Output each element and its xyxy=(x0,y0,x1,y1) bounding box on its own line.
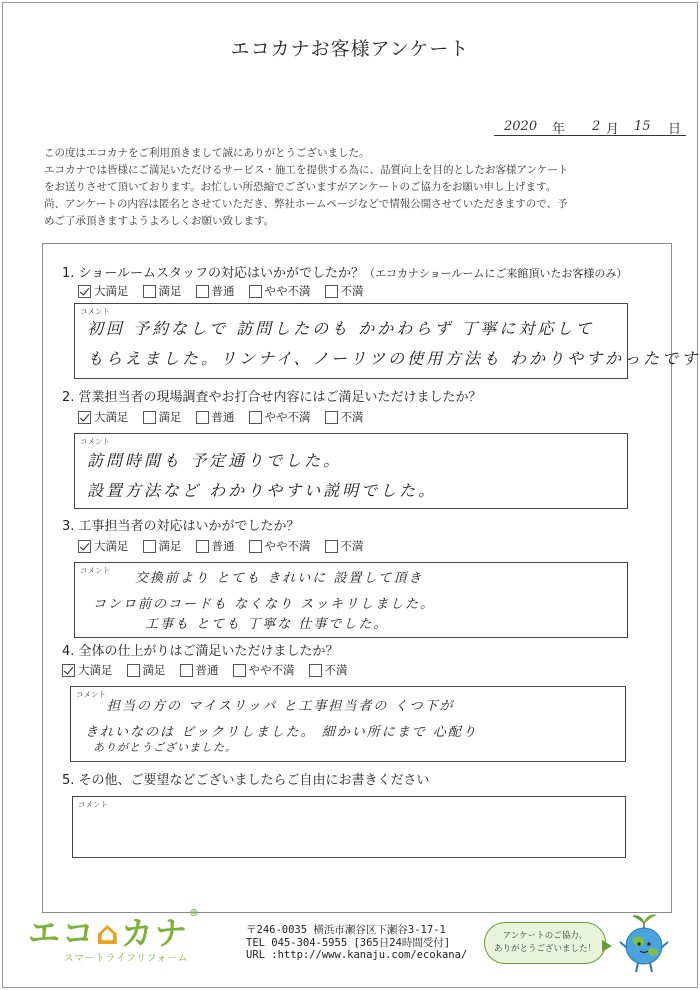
comment-label: コメント xyxy=(80,437,110,446)
option-dissatisfied[interactable] xyxy=(325,409,364,425)
option-label: 普通 xyxy=(211,284,235,298)
question-3 xyxy=(62,515,300,534)
option-very-satisfied[interactable] xyxy=(62,662,113,678)
contact-info xyxy=(246,924,467,962)
question-1-options xyxy=(78,283,378,299)
option-label: やや不満 xyxy=(264,284,311,298)
option-label: 満足 xyxy=(142,663,166,677)
checkbox[interactable] xyxy=(143,540,156,553)
option-label: 普通 xyxy=(211,539,235,553)
date-underline xyxy=(494,135,686,136)
bubble-line: アンケートのご協力、 xyxy=(502,931,588,941)
checkbox-checked[interactable] xyxy=(62,664,75,677)
comment-label: コメント xyxy=(78,800,108,809)
logo-subtitle: スマートライフリフォーム xyxy=(64,953,189,964)
option-label: 普通 xyxy=(211,410,235,424)
intro-line: この度はエコカナをご利用頂きまして誠にありがとうございました。 xyxy=(44,147,370,159)
date-line xyxy=(494,118,684,136)
checkbox-checked[interactable] xyxy=(78,285,91,298)
intro-line: エコカナでは皆様にご満足いただけるサービス・施工を提供する為に、品質向上を目的としたお客様アンケート xyxy=(44,164,569,176)
option-label: 大満足 xyxy=(78,663,113,677)
checkbox[interactable] xyxy=(249,285,262,298)
question-4-options xyxy=(62,662,362,678)
telephone: TEL 045-304-5955 [365日24時間受付] xyxy=(246,936,451,949)
intro-line: めご了承頂きますようよろしくお願い致します。 xyxy=(44,215,275,227)
option-neutral[interactable] xyxy=(196,538,235,554)
option-label: 大満足 xyxy=(94,410,129,424)
intro-line: 尚、アンケートの内容は匿名とさせていただき、弊社ホームページなどで情報公開させていただきますので、予 xyxy=(44,198,568,210)
handwritten-line: 交換前より とても きれいに 設置して頂き xyxy=(135,571,424,586)
comment-label: コメント xyxy=(80,307,110,316)
option-very-satisfied[interactable] xyxy=(78,283,129,299)
ecokana-logo xyxy=(28,908,228,952)
question-1-text: 1. ショールームスタッフの対応はいかがでしたか？ xyxy=(62,266,365,281)
option-label: 満足 xyxy=(158,410,182,424)
option-label: 不満 xyxy=(340,539,364,553)
question-2-comment-box[interactable] xyxy=(74,433,628,509)
address: 〒246-0035 横浜市瀬谷区下瀬谷3-17-1 xyxy=(246,924,446,936)
option-label: 大満足 xyxy=(94,284,129,298)
speech-bubble-tail xyxy=(602,940,612,952)
handwritten-line: 担当の方の マイスリッパ と工事担当者の くつ下が xyxy=(107,699,455,714)
date-month: 2 xyxy=(592,119,601,134)
website-url[interactable]: URL :http://www.kanaju.com/ecokana/ xyxy=(246,949,468,961)
bubble-line: ありがとうございました！ xyxy=(493,944,596,954)
handwritten-line: ありがとうございました。 xyxy=(93,741,237,754)
checkbox[interactable] xyxy=(143,285,156,298)
checkbox[interactable] xyxy=(196,540,209,553)
option-neutral[interactable] xyxy=(180,662,219,678)
option-satisfied[interactable] xyxy=(143,283,182,299)
option-very-satisfied[interactable] xyxy=(78,538,129,554)
option-label: 不満 xyxy=(324,663,348,677)
handwritten-line: もらえました。リンナイ、ノーリツの使用方法も わかりやすかったです xyxy=(87,349,700,368)
checkbox[interactable] xyxy=(196,411,209,424)
question-4 xyxy=(62,640,339,659)
handwritten-line: 初回 予約なしで 訪問したのも かかわらず 丁寧に対応して xyxy=(87,319,595,338)
option-dissatisfied[interactable] xyxy=(325,538,364,554)
question-5 xyxy=(62,769,430,788)
date-day-label: 日 xyxy=(668,122,682,137)
question-2 xyxy=(62,386,482,405)
handwritten-line: 訪問時間も 予定通りでした。 xyxy=(87,451,343,470)
checkbox[interactable] xyxy=(325,285,338,298)
comment-label: コメント xyxy=(80,566,110,575)
document-title: エコカナお客様アンケート xyxy=(230,38,470,60)
checkbox-checked[interactable] xyxy=(78,411,91,424)
question-4-comment-box[interactable] xyxy=(70,686,626,762)
handwritten-line: コンロ前のコードも なくなり スッキリしました。 xyxy=(93,597,436,612)
checkbox[interactable] xyxy=(325,411,338,424)
option-neutral[interactable] xyxy=(196,409,235,425)
handwritten-line: 設置方法など わかりやすい説明でした。 xyxy=(87,481,438,500)
question-5-comment-box[interactable] xyxy=(72,796,626,858)
option-label: やや不満 xyxy=(264,410,311,424)
date-year: 2020 xyxy=(504,119,538,134)
option-label: 不満 xyxy=(340,284,364,298)
checkbox[interactable] xyxy=(196,285,209,298)
question-5-text: 5. その他、ご要望などございましたらご自由にお書きください xyxy=(62,773,430,788)
option-satisfied[interactable] xyxy=(143,409,182,425)
option-satisfied[interactable] xyxy=(143,538,182,554)
option-satisfied[interactable] xyxy=(127,662,166,678)
thanks-speech-bubble xyxy=(484,922,606,964)
option-somewhat-dissatisfied[interactable] xyxy=(249,538,311,554)
question-3-options xyxy=(78,538,378,554)
checkbox[interactable] xyxy=(249,540,262,553)
handwritten-line: 工事も とても 丁寧な 仕事でした。 xyxy=(145,617,389,632)
checkbox[interactable] xyxy=(233,664,246,677)
option-dissatisfied[interactable] xyxy=(309,662,348,678)
logo-text-right: カナ xyxy=(120,914,189,952)
date-month-label: 月 xyxy=(606,122,620,137)
question-3-comment-box[interactable] xyxy=(74,562,628,638)
option-label: 普通 xyxy=(195,663,219,677)
option-neutral[interactable] xyxy=(196,283,235,299)
question-3-text: 3. 工事担当者の対応はいかがでしたか？ xyxy=(62,519,300,534)
checkbox-checked[interactable] xyxy=(78,540,91,553)
checkbox[interactable] xyxy=(309,664,322,677)
question-1-note: （エコカナショールームにご来館頂いたお客様のみ） xyxy=(364,267,628,280)
comment-label: コメント xyxy=(76,690,106,699)
checkbox[interactable] xyxy=(127,664,140,677)
handwritten-line: きれいなのは ビックリしました。 細かい所にまで 心配り xyxy=(85,725,478,740)
question-2-text: 2. 営業担当者の現場調査やお打合せ内容にはご満足いただけましたか？ xyxy=(62,390,482,405)
question-2-options xyxy=(78,409,378,425)
option-label: やや不満 xyxy=(248,663,295,677)
option-dissatisfied[interactable] xyxy=(325,283,364,299)
checkbox[interactable] xyxy=(249,411,262,424)
option-somewhat-dissatisfied[interactable] xyxy=(249,283,311,299)
date-year-label: 年 xyxy=(552,122,566,137)
option-somewhat-dissatisfied[interactable] xyxy=(249,409,311,425)
option-label: 大満足 xyxy=(94,539,129,553)
checkbox[interactable] xyxy=(180,664,193,677)
option-very-satisfied[interactable] xyxy=(78,409,129,425)
option-label: 不満 xyxy=(340,410,364,424)
question-4-text: 4. 全体の仕上がりはご満足いただけましたか？ xyxy=(62,644,339,659)
checkbox[interactable] xyxy=(143,411,156,424)
option-somewhat-dissatisfied[interactable] xyxy=(233,662,295,678)
intro-line: をお送りさせて頂いております。お忙しい所恐縮でございますがアンケートのご協力をお願い申し上げます。 xyxy=(44,181,557,193)
date-day: 15 xyxy=(634,119,651,134)
question-1-comment-box[interactable] xyxy=(74,303,700,379)
intro-text xyxy=(44,145,684,230)
option-label: 満足 xyxy=(158,539,182,553)
option-label: やや不満 xyxy=(264,539,311,553)
question-1 xyxy=(62,262,627,281)
option-label: 満足 xyxy=(158,284,182,298)
checkbox[interactable] xyxy=(325,540,338,553)
registered-mark: ® xyxy=(188,908,201,919)
earth-mascot-icon xyxy=(614,908,674,978)
house-icon: ⌂ xyxy=(96,914,121,952)
logo-text-left: エコ xyxy=(28,914,97,952)
